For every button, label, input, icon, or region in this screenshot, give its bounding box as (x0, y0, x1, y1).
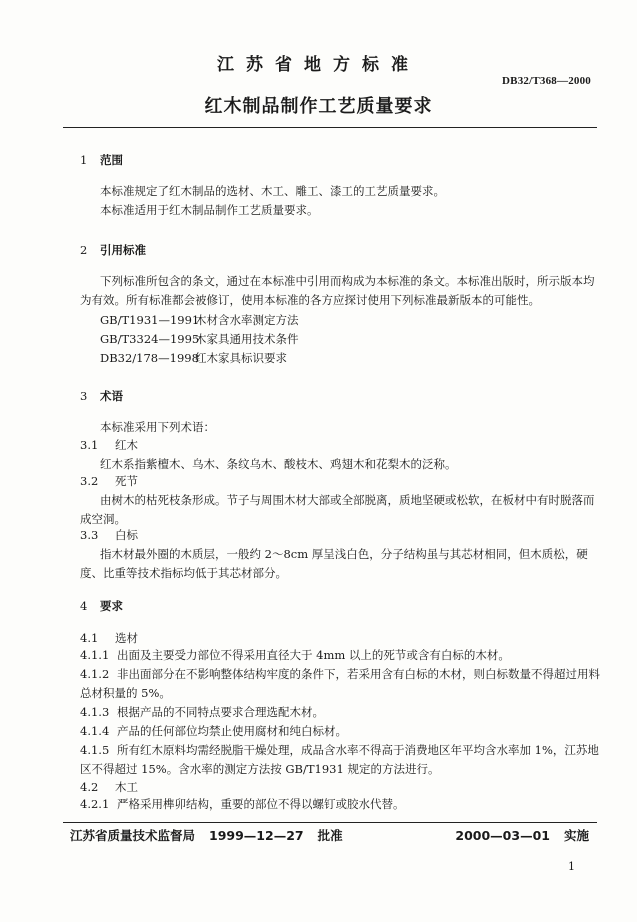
header-rule (63, 127, 597, 128)
clause-text: 根据产品的不同特点要求合理选配木材。 (117, 705, 324, 719)
section-title: 要求 (100, 599, 123, 613)
term-heading (80, 473, 138, 489)
reference-item (100, 350, 287, 366)
term-definition: 由树木的枯死枝条形成。节子与周围木材大部或全部脱离，质地坚硬或松软，在板材中有时脱落而成空洞。 (80, 493, 595, 526)
section-title: 术语 (100, 389, 123, 403)
clause-item (80, 795, 602, 814)
terms-intro: 本标准采用下列术语： (100, 420, 215, 434)
section-title: 引用标准 (100, 243, 146, 257)
clause-text: 所有红木原料均需经脱脂干燥处理，成品含水率不得高于消费地区年平均含水率加 1%，江苏地区不得超过 15%。含水率的测定方法按 GB/T1931 规定的方法进行。 (80, 743, 599, 776)
clause-number: 4.1.1 (80, 648, 110, 662)
term-name: 死节 (115, 474, 138, 488)
impl-label: 实施 (563, 828, 589, 843)
clause-text: 严格采用榫卯结构，重要的部位不得以螺钉或胶水代替。 (117, 797, 405, 811)
normative-refs-paragraph: 下列标准所包含的条文，通过在本标准中引用而构成为本标准的条文。本标准出版时，所示版本均为有效。所有标准都会被修订，使用本标准的各方应探讨使用下列标准最新版本的可能性。 (80, 274, 595, 307)
reference-item (100, 312, 299, 328)
clause-text: 产品的任何部位均禁止使用腐材和纯白标材。 (117, 724, 347, 738)
clause-item (80, 741, 602, 779)
scope-paragraph-1: 本标准规定了红木制品的选材、木工、雕工、漆工的工艺质量要求。 (100, 184, 445, 198)
subsection-title: 木工 (115, 780, 138, 794)
section-title: 范围 (100, 153, 123, 167)
section-number: 2 (80, 243, 88, 257)
reference-code: DB32/178—1998 (100, 351, 199, 365)
reference-code: GB/T1931—1991 (100, 313, 200, 327)
term-heading (80, 527, 138, 543)
section-1-heading (80, 152, 123, 168)
clause-item (80, 646, 602, 665)
section-2-heading (80, 242, 146, 258)
subsection-heading (80, 779, 138, 795)
section-4-heading (80, 598, 123, 614)
clause-item (80, 722, 602, 741)
reference-name: 木家具通用技术条件 (195, 332, 299, 346)
impl-date: 2000—03—01 (455, 828, 550, 843)
subsection-number: 4.2 (80, 780, 99, 794)
clause-number: 4.1.2 (80, 667, 110, 681)
reference-name: 红木家具标识要求 (195, 351, 287, 365)
reference-code: GB/T3324—1995 (100, 332, 200, 346)
approve-date: 1999—12—27 (209, 828, 304, 843)
reference-item (100, 331, 299, 347)
term-heading (80, 437, 138, 453)
footer-rule (63, 822, 597, 823)
subsection-number: 4.1 (80, 631, 99, 645)
clause-number: 4.2.1 (80, 797, 110, 811)
clause-number: 4.1.3 (80, 705, 110, 719)
clause-text: 出面及主要受力部位不得采用直径大于 4mm 以上的死节或含有白标的木材。 (117, 648, 510, 662)
term-number: 3.1 (80, 438, 99, 452)
page-number: 1 (568, 860, 575, 873)
section-number: 3 (80, 389, 88, 403)
section-number: 1 (80, 153, 88, 167)
clause-number: 4.1.5 (80, 743, 110, 757)
approval-line (70, 826, 343, 844)
clause-item (80, 665, 602, 703)
issuer: 江苏省质量技术监督局 (70, 828, 196, 843)
term-number: 3.3 (80, 528, 99, 542)
clause-number: 4.1.4 (80, 724, 110, 738)
term-name: 白标 (115, 528, 138, 542)
section-3-heading (80, 388, 123, 404)
clause-text: 非出面部分在不影响整体结构牢度的条件下，若采用含有白标的木材，则白标数量不得超过用料总材积量的 5%。 (80, 667, 600, 700)
scope-paragraph-2: 本标准适用于红木制品制作工艺质量要求。 (100, 203, 319, 217)
term-definition: 红木系指紫檀木、乌木、条纹乌木、酸枝木、鸡翅木和花梨木的泛称。 (100, 457, 457, 471)
clause-item (80, 703, 602, 722)
reference-name: 木材含水率测定方法 (195, 313, 299, 327)
term-definition: 指木材最外圈的木质层，一般约 2～8cm 厚呈浅白色，分子结构虽与其芯材相同，但木质松，硬度、比重等技术指标均低于其芯材部分。 (80, 547, 588, 580)
term-number: 3.2 (80, 474, 99, 488)
approve-label: 批准 (317, 828, 343, 843)
implementation-line (455, 826, 589, 844)
subsection-title: 选材 (115, 631, 138, 645)
subsection-heading (80, 630, 138, 646)
section-number: 4 (80, 599, 88, 613)
doc-title: 红木制品制作工艺质量要求 (204, 96, 433, 117)
term-name: 红木 (115, 438, 138, 452)
org-title: 江苏省地方标准 (217, 55, 420, 75)
doc-code: DB32/T368—2000 (502, 75, 591, 87)
